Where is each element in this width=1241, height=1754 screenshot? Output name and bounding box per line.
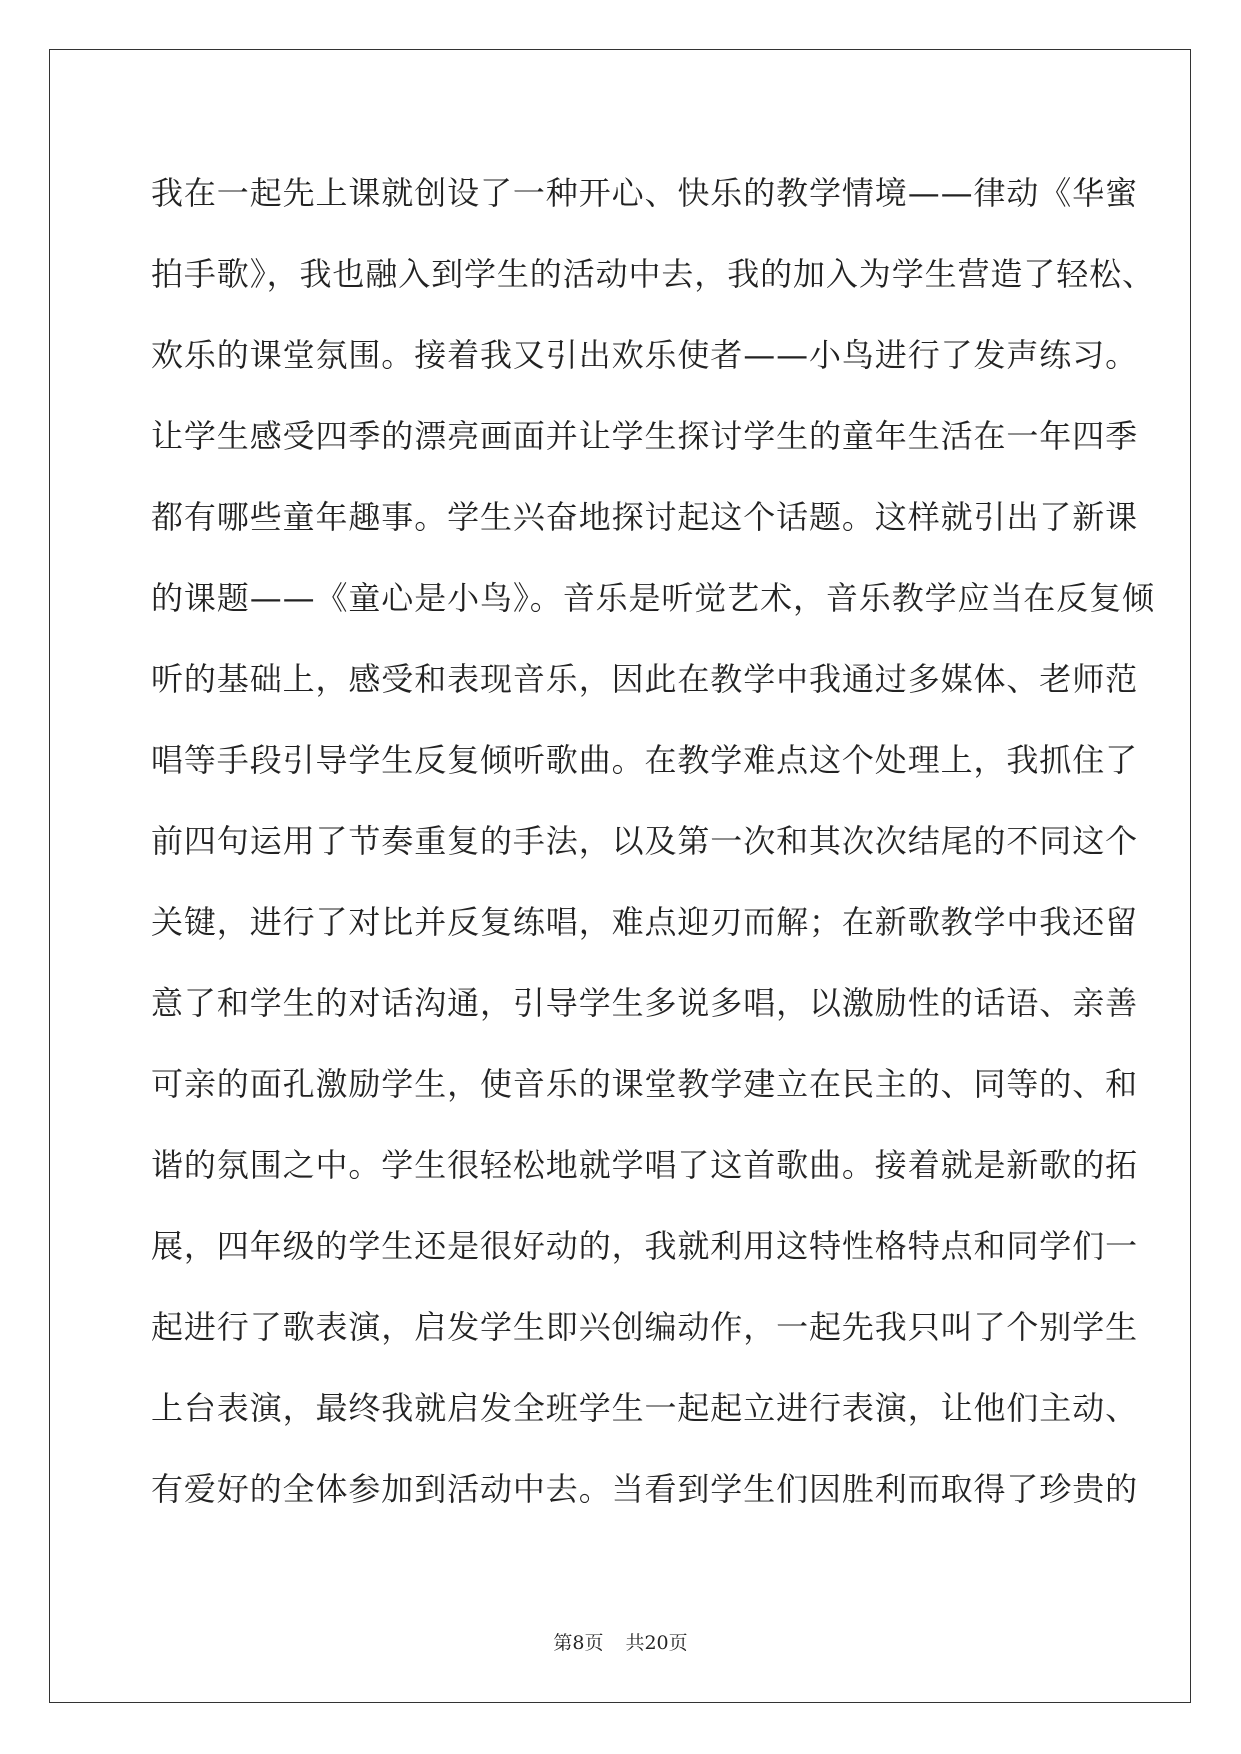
text-line-3: 欢乐的课堂氛围。接着我又引出欢乐使者——小鸟进行了发声练习。 xyxy=(151,336,1139,374)
page-number-current: 第8页 xyxy=(553,1632,604,1654)
text-line-13: 谐的氛围之中。学生很轻松地就学唱了这首歌曲。接着就是新歌的拓 xyxy=(151,1146,1139,1184)
text-line-14: 展，四年级的学生还是很好动的，我就利用这特性格特点和同学们一 xyxy=(151,1227,1139,1265)
page-number-total: 共20页 xyxy=(625,1632,688,1654)
text-line-12: 可亲的面孔激励学生，使音乐的课堂教学建立在民主的、同等的、和 xyxy=(151,1065,1139,1103)
text-line-1: 我在一起先上课就创设了一种开心、快乐的教学情境——律动《华蜜 xyxy=(151,174,1139,212)
text-line-11: 意了和学生的对话沟通，引导学生多说多唱，以激励性的话语、亲善 xyxy=(151,984,1139,1022)
text-line-17: 有爱好的全体参加到活动中去。当看到学生们因胜利而取得了珍贵的 xyxy=(151,1470,1139,1508)
text-line-5: 都有哪些童年趣事。学生兴奋地探讨起这个话题。这样就引出了新课 xyxy=(151,498,1139,536)
text-line-16: 上台表演，最终我就启发全班学生一起起立进行表演，让他们主动、 xyxy=(151,1389,1139,1427)
text-line-8: 唱等手段引导学生反复倾听歌曲。在教学难点这个处理上，我抓住了 xyxy=(151,741,1139,779)
text-line-6: 的课题——《童心是小鸟》。音乐是听觉艺术，音乐教学应当在反复倾 xyxy=(151,579,1155,617)
page-footer xyxy=(0,1628,1241,1655)
text-line-9: 前四句运用了节奏重复的手法，以及第一次和其次次结尾的不同这个 xyxy=(151,822,1139,860)
document-body xyxy=(151,164,1155,1541)
text-line-10: 关键，进行了对比并反复练唱，难点迎刃而解；在新歌教学中我还留 xyxy=(151,903,1139,941)
text-line-2: 拍手歌》，我也融入到学生的活动中去，我的加入为学生营造了轻松、 xyxy=(151,255,1155,293)
text-line-15: 起进行了歌表演，启发学生即兴创编动作，一起先我只叫了个别学生 xyxy=(151,1308,1139,1346)
text-line-4: 让学生感受四季的漂亮画面并让学生探讨学生的童年生活在一年四季 xyxy=(151,417,1139,455)
text-line-7: 听的基础上，感受和表现音乐，因此在教学中我通过多媒体、老师范 xyxy=(151,660,1139,698)
